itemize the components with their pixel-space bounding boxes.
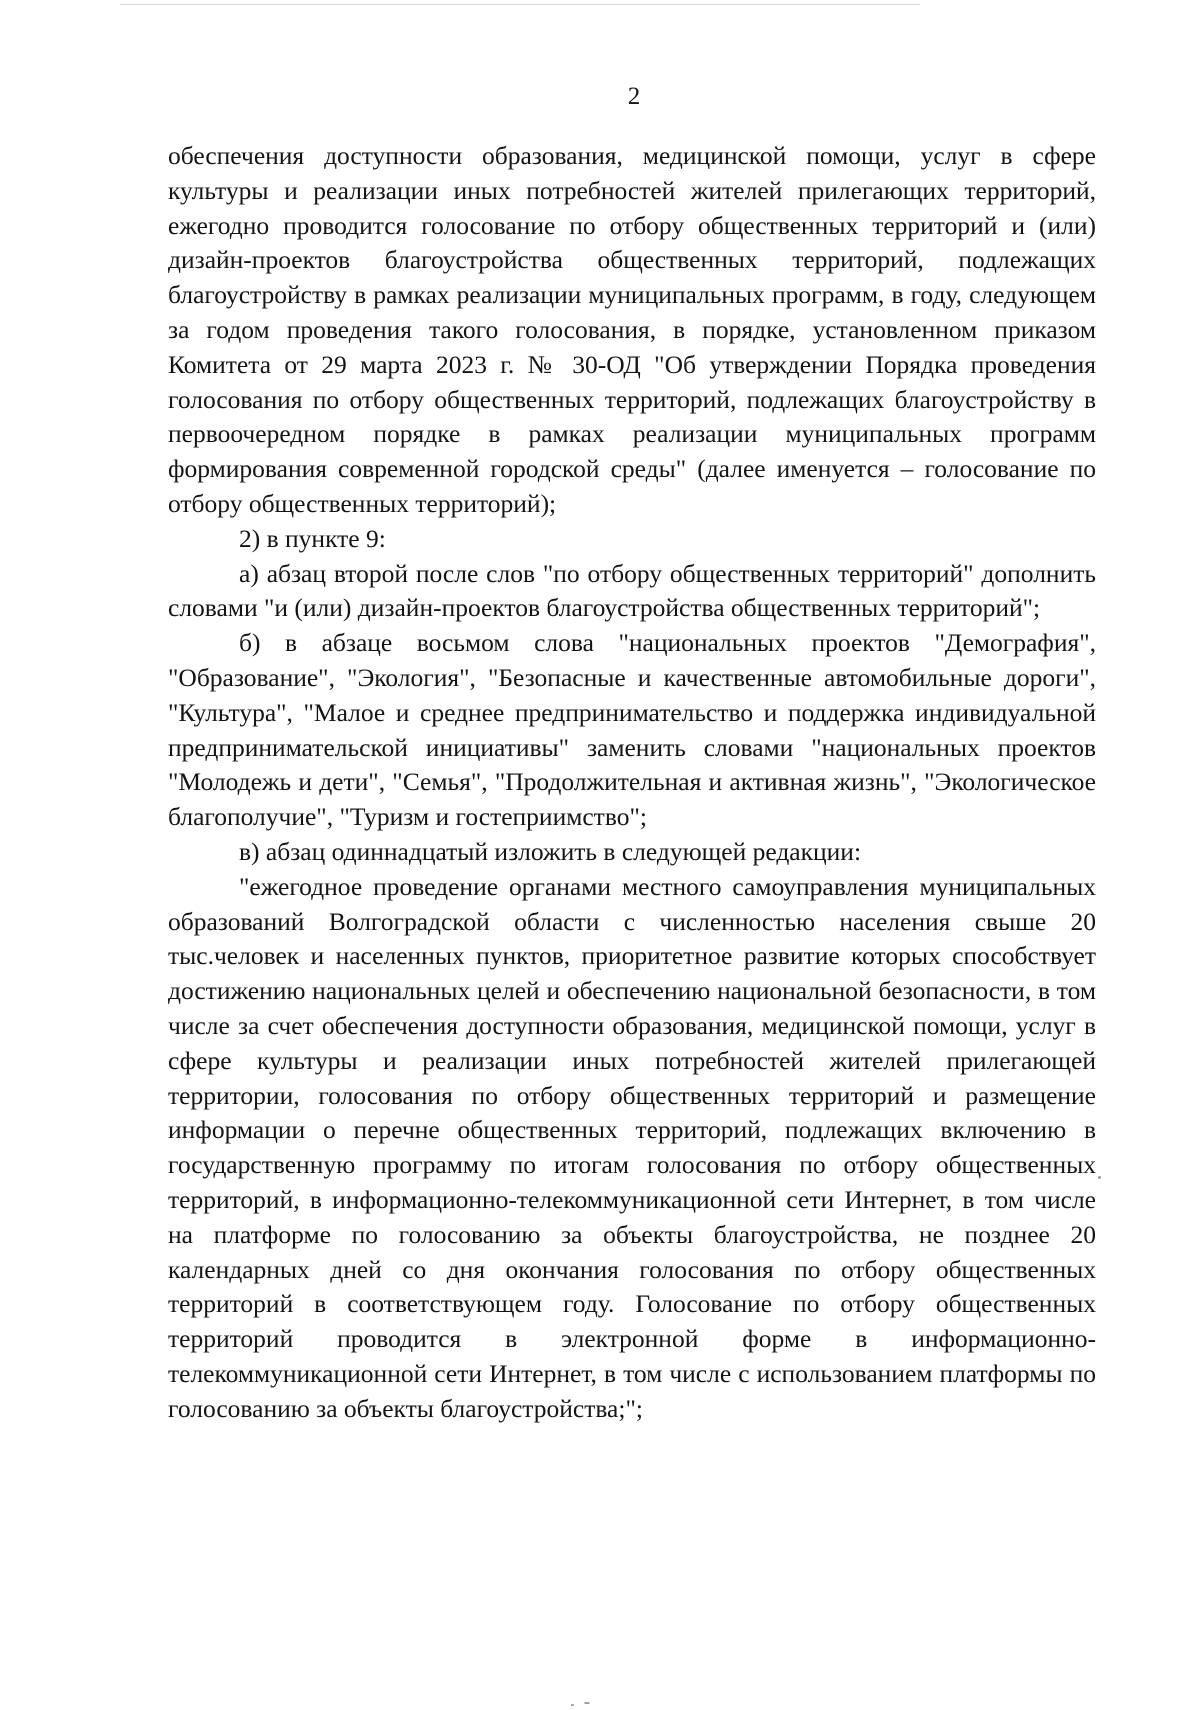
scan-speck — [571, 1704, 574, 1706]
paragraph-continuation: обеспечения доступности образования, медицинской помощи, услуг в сфере культуры и реализации иных потребностей жителей прилегающих территорий, ежегодно проводится голосование по отбору общественных территорий и (или) дизайн-проектов благоустройства общественных территорий, подлежащих благоустройству в рамках реализации муниципальных программ, в году, следующем за годом проведения такого голосования, в порядке, установленном приказом Комитета от 29 марта 2023 г. № 30-ОД "Об утверждении Порядка проведения голосования по отбору общественных территорий, подлежащих благоустройству в первоочередном порядке в рамках реализации муниципальных программ формирования современной городской среды" (далее именуется – голосование по отбору общественных территорий); — [168, 141, 1096, 518]
paragraph-subitem-v: в) абзац одиннадцатый изложить в следующей редакции: — [239, 836, 862, 866]
paragraph-subitem-b: б) в абзаце восьмом слова "национальных проектов "Демография", "Образование", "Экология", "Безопасные и качественные автомобильные дороги", "Культура", "Малое и среднее предпринимательство и поддержка индивидуальной предпринимательской инициативы" заменить словами "национальных проектов "Молодежь и дети", "Семья", "Продолжительная и активная жизнь", "Экологическое благополучие", "Туризм и гостеприимство"; — [168, 628, 1096, 832]
document-body — [168, 139, 1096, 1426]
paragraph-new-wording: "ежегодное проведение органами местного самоуправления муниципальных образований Волгоградской области с численностью населения свыше 20 тыс.человек и населенных пунктов, приоритетное развитие которых способствует достижению национальных целей и обеспечению национальной безопасности, в том числе за счет обеспечения доступности образования, медицинской помощи, услуг в сфере культуры и реализации иных потребностей жителей прилегающей территории, голосования по отбору общественных территорий и размещение информации о перечне общественных территорий, подлежащих включению в государственную программу по итогам голосования по отбору общественных территорий, в информационно-телекоммуникационной сети Интернет, в том числе на платформе по голосованию за объекты благоустройства, не позднее 20 календарных дней со дня окончания голосования по отбору общественных территорий в соответствующем году. Голосование по отбору общественных территорий проводится в электронной форме в информационно-телекоммуникационной сети Интернет, в том числе с использованием платформы по голосованию за объекты благоустройства;"; — [168, 871, 1096, 1423]
scan-speck — [1098, 1176, 1101, 1179]
paragraph-item-2: 2) в пункте 9: — [239, 523, 386, 553]
paragraph-subitem-a: а) абзац второй после слов "по отбору общественных территорий" дополнить словами "и (или) дизайн-проектов благоустройства общественных территорий"; — [168, 558, 1096, 623]
page-number: 2 — [627, 83, 641, 110]
scan-top-edge — [120, 4, 920, 5]
scan-speck — [584, 1702, 590, 1704]
